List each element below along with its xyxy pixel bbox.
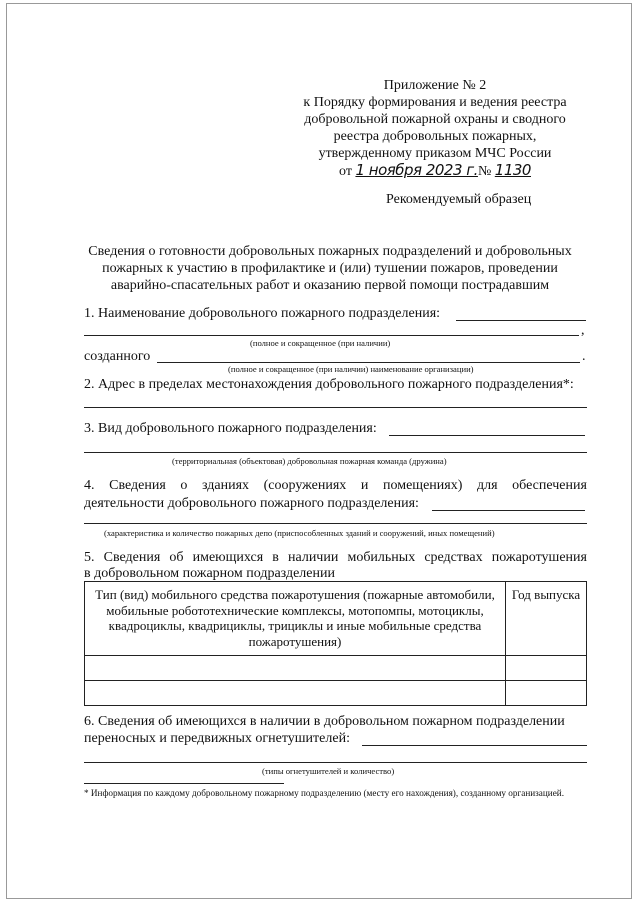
word: о: [180, 478, 188, 493]
section4-line1: [84, 477, 587, 494]
header-line: Тип (вид) мобильного средства пожаротушения (пожарные автомобили,: [95, 587, 495, 602]
word: 5.: [84, 550, 95, 565]
section3-hint: (территориальная (объектовая) добровольная пожарная команда (дружина): [172, 456, 447, 466]
firefighting-equipment-table: [84, 581, 587, 706]
section5-line1: [84, 549, 587, 566]
section6-hint: (типы огнетушителей и количество): [262, 766, 395, 776]
word: наличии: [288, 550, 339, 565]
header-line: квадроциклы, квадрициклы, трициклы и иные мобильные средства: [108, 618, 482, 633]
section6-line2: переносных и передвижных огнетушителей:: [84, 731, 350, 746]
table-header-type: [85, 582, 506, 656]
extinguishers-field-line2[interactable]: [84, 762, 587, 763]
header-line: пожаротушения): [248, 633, 342, 649]
word: в: [272, 550, 279, 565]
buildings-field[interactable]: [432, 510, 585, 511]
form-title-line: Сведения о готовности добровольных пожарных подразделений и добровольных: [88, 244, 572, 259]
word: 4.: [84, 478, 95, 493]
section3-label: 3. Вид добровольного пожарного подразделения:: [84, 421, 377, 436]
date-prefix: от: [339, 164, 352, 179]
word: Сведения: [109, 478, 166, 493]
word: помещениях): [383, 478, 463, 493]
appendix-line: реестра добровольных пожарных,: [333, 129, 537, 144]
footnote-text: * Информация по каждому добровольному пожарному подразделению (месту его нахождения), созданному организацией.: [84, 788, 564, 798]
section1-comma: ,: [581, 323, 585, 338]
created-label: созданного: [84, 349, 151, 364]
buildings-field-line2[interactable]: [84, 523, 587, 524]
footnote-separator: [84, 783, 284, 784]
section1-period: .: [582, 349, 586, 364]
word: имеющихся: [192, 550, 264, 565]
section2-label: 2. Адрес в пределах местонахождения добровольного пожарного подразделения*:: [84, 377, 574, 392]
word: Сведения: [103, 550, 161, 565]
section1-label: 1. Наименование добровольного пожарного подразделения:: [84, 306, 441, 321]
appendix-title: Приложение № 2: [383, 78, 487, 93]
word: для: [477, 478, 498, 493]
word: и: [360, 478, 369, 493]
section1-name-field[interactable]: [456, 320, 586, 321]
table-row: [85, 656, 587, 681]
word: об: [169, 550, 184, 565]
organization-name-field[interactable]: [157, 362, 580, 363]
word: обеспечения: [512, 478, 587, 493]
word: средствах: [424, 550, 483, 565]
word: пожаротушения: [491, 550, 587, 565]
appendix-header: [300, 77, 570, 180]
word: зданиях: [201, 478, 250, 493]
word: мобильных: [347, 550, 416, 565]
form-title-line: пожарных к участию в профилактике и (или) тушении пожаров, проведении: [102, 261, 558, 276]
form-title: [60, 243, 600, 294]
section4-hint: (характеристика и количество пожарных депо (приспособленных зданий и сооружений, иных помещений): [104, 528, 495, 538]
table-cell-year[interactable]: [506, 656, 587, 681]
header-line: мобильные робототехнические комплексы, мотопомпы, мотоциклы,: [106, 602, 484, 618]
section6-line1: 6. Сведения об имеющихся в наличии в добровольном пожарном подразделении: [84, 714, 565, 729]
handwritten-date: 1 ноября 2023 г.: [355, 161, 478, 179]
organization-hint: (полное и сокращенное (при наличии) наименование организации): [228, 364, 474, 374]
word: (сооружениях: [263, 478, 347, 493]
appendix-line: к Порядку формирования и ведения реестра: [303, 95, 567, 110]
appendix-line: добровольной пожарной охраны и сводного: [304, 112, 566, 127]
table-cell-year[interactable]: [506, 681, 587, 706]
form-title-line: аварийно-спасательных работ и оказанию первой помощи пострадавшим: [110, 278, 550, 293]
appendix-line: утвержденному приказом МЧС России: [318, 146, 552, 161]
table-row: [85, 681, 587, 706]
handwritten-number: 1130: [494, 161, 531, 179]
unit-type-field-line2[interactable]: [84, 452, 587, 453]
number-prefix: №: [477, 164, 492, 179]
appendix-date-line: [300, 162, 570, 180]
table-cell-type[interactable]: [85, 681, 506, 706]
section4-line2: деятельности добровольного пожарного подразделения:: [84, 496, 419, 511]
recommended-sample-label: Рекомендуемый образец: [386, 192, 532, 207]
section1-name-field-line2[interactable]: [84, 335, 579, 336]
section5-line2: в добровольном пожарном подразделении: [84, 566, 335, 581]
table-cell-type[interactable]: [85, 656, 506, 681]
table-header-year: Год выпуска: [506, 582, 587, 656]
section1-hint: (полное и сокращенное (при наличии): [250, 338, 391, 348]
extinguishers-field[interactable]: [362, 745, 587, 746]
unit-type-field[interactable]: [389, 435, 585, 436]
address-field[interactable]: [84, 407, 587, 408]
